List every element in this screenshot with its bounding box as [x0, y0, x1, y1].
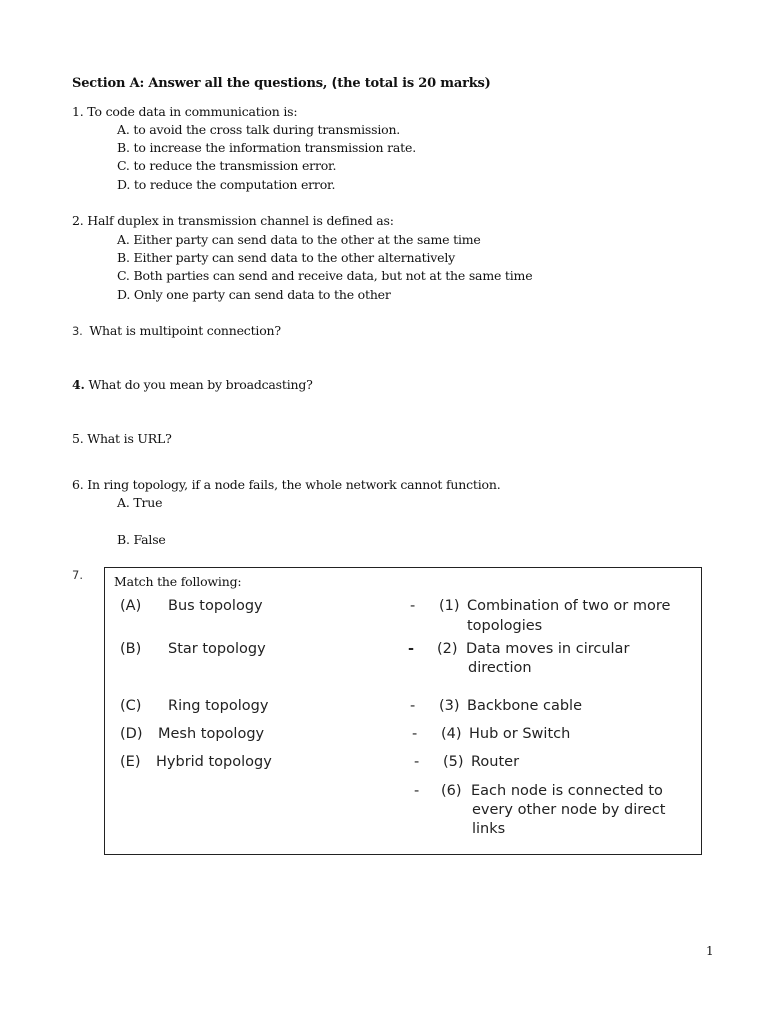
match-right-1-line1: Combination of two or more — [467, 598, 671, 614]
match-dash-6: - — [414, 783, 420, 799]
match-right-6-line3: links — [472, 821, 506, 837]
q2-option-a: A. Either party can send data to the other at the same time — [117, 232, 481, 247]
section-heading-rest: the total is 20 marks) — [337, 76, 491, 91]
q6-question: 6. In ring topology, if a node fails, the whole network cannot function. — [72, 477, 501, 492]
match-dash-1: - — [410, 598, 416, 614]
match-right-2-label: (2) — [437, 641, 458, 657]
q2-option-b: B. Either party can send data to the other alternatively — [117, 250, 455, 265]
match-dash-3: - — [410, 698, 416, 714]
match-right-2-line2: direction — [468, 660, 532, 676]
q5: 5. What is URL? — [72, 431, 172, 446]
q3-text: What is multipoint connection? — [89, 323, 281, 338]
match-right-5-line1: Router — [471, 754, 520, 770]
section-heading — [72, 76, 491, 91]
match-left-a-label: (A) — [120, 598, 142, 614]
match-right-6-label: (6) — [441, 783, 462, 799]
q4-text: What do you mean by broadcasting? — [88, 377, 313, 392]
match-right-6-line2: every other node by direct — [472, 802, 666, 818]
match-right-1-label: (1) — [439, 598, 460, 614]
match-right-2-line1: Data moves in circular — [466, 641, 630, 657]
match-left-a-text: Bus topology — [168, 598, 263, 614]
match-dash-2: - — [408, 641, 415, 657]
match-right-4-label: (4) — [441, 726, 462, 742]
q1-question: 1. To code data in communication is: — [72, 104, 298, 119]
q3 — [72, 323, 281, 338]
q6-option-b: B. False — [117, 532, 166, 547]
match-title: Match the following: — [114, 574, 242, 589]
q2-option-d: D. Only one party can send data to the other — [117, 287, 391, 302]
match-left-b-text: Star topology — [168, 641, 266, 657]
section-heading-paren: ( — [327, 76, 338, 91]
q3-number: 3. — [72, 324, 83, 338]
q1-option-a: A. to avoid the cross talk during transmission. — [117, 122, 401, 137]
match-left-c-text: Ring topology — [168, 698, 269, 714]
page-number: 1 — [706, 944, 714, 958]
q2-question: 2. Half duplex in transmission channel is defined as: — [72, 213, 394, 228]
match-right-3-line1: Backbone cable — [467, 698, 583, 714]
match-left-e-label: (E) — [120, 754, 141, 770]
match-right-6-line1: Each node is connected to — [471, 783, 663, 799]
match-left-e-text: Hybrid topology — [156, 754, 272, 770]
q7-number: 7. — [72, 568, 83, 582]
q2-option-c: C. Both parties can send and receive data, but not at the same time — [117, 268, 533, 283]
match-right-4-line1: Hub or Switch — [469, 726, 571, 742]
q6-option-a: A. True — [117, 495, 163, 510]
q4-number: 4. — [72, 377, 85, 392]
match-right-3-label: (3) — [439, 698, 460, 714]
q1-option-d: D. to reduce the computation error. — [117, 177, 336, 192]
match-dash-4: - — [412, 726, 418, 742]
match-right-5-label: (5) — [443, 754, 464, 770]
match-left-b-label: (B) — [120, 641, 142, 657]
q1-option-c: C. to reduce the transmission error. — [117, 158, 337, 173]
match-left-d-text: Mesh topology — [158, 726, 265, 742]
q1-option-b: B. to increase the information transmission rate. — [117, 140, 416, 155]
match-left-c-label: (C) — [120, 698, 142, 714]
match-left-d-label: (D) — [120, 726, 143, 742]
section-heading-prefix: Section A: Answer all the questions, — [72, 76, 328, 91]
match-dash-5: - — [414, 754, 420, 770]
match-right-1-line2: topologies — [467, 618, 543, 634]
q4 — [72, 377, 313, 392]
